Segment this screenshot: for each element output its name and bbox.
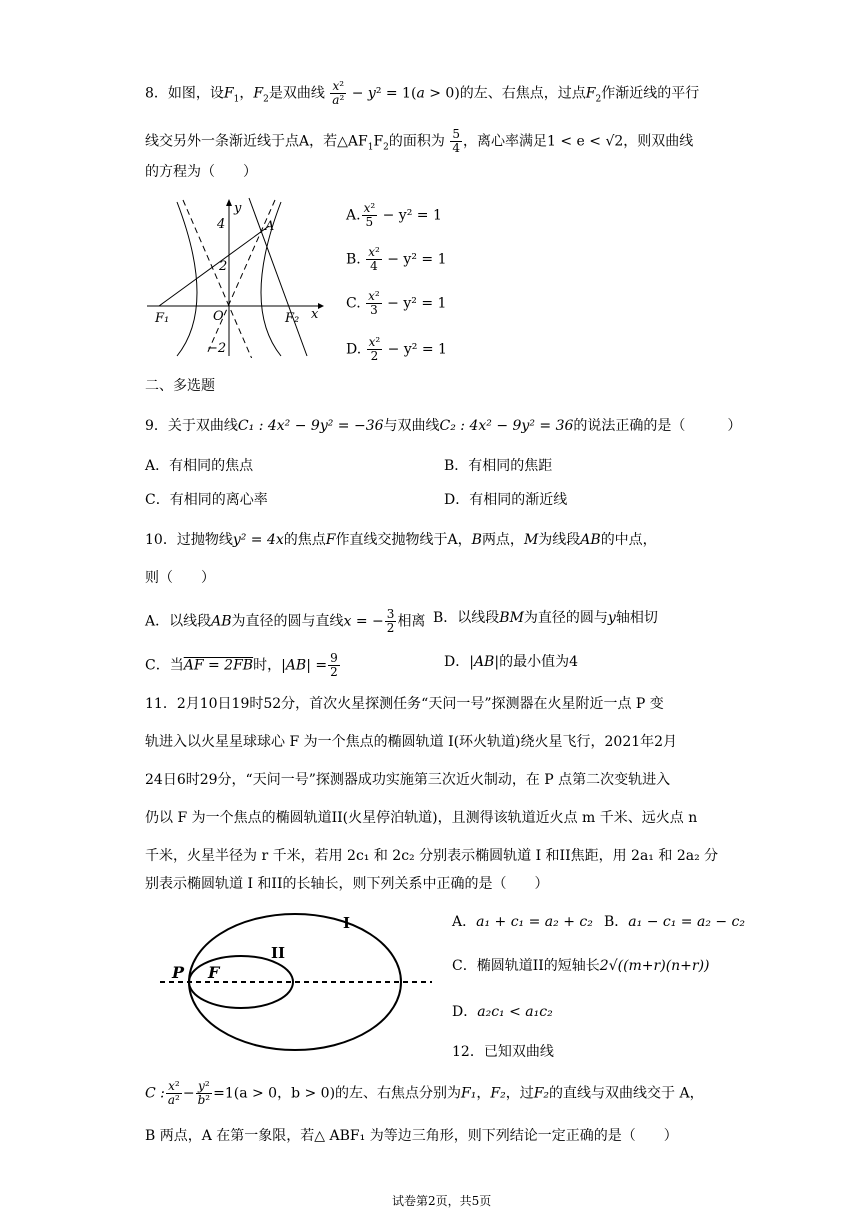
q10-option-d: D．|AB|的最小值为4: [444, 654, 578, 670]
q8-text: ，离心率满足: [462, 133, 547, 150]
hyperbola-graph: [143, 196, 325, 358]
f1-sub: 1: [233, 94, 240, 105]
q10-option-a: A．以线段AB为直径的圆与直线x = − $\frac{3}{2}$ 相离: [145, 607, 426, 635]
tick-2: 2: [219, 259, 228, 274]
q8-text: 的面积为: [388, 133, 445, 150]
q8-text: 线交另外一条渐近线于点A，若△AF: [145, 133, 368, 150]
q11-line4: 仍以 F 为一个焦点的椭圆轨道II(火星停泊轨道)，且测得该轨道近火点 m 千米、远火点 n: [145, 810, 698, 826]
y-label: y: [234, 201, 242, 216]
q10-line1: 10．过抛物线y² = 4x的焦点F作直线交抛物线于A，B两点，M为线段AB的中点，: [145, 532, 657, 548]
x-label: x: [311, 307, 319, 322]
label-ii: II: [271, 944, 286, 962]
hyperbola-fraction: $\frac{\text{x²}}{\text{a²}}$: [332, 79, 345, 107]
f2-label: F₂: [285, 311, 300, 326]
y-arrow-icon: [226, 199, 232, 206]
q8-line2: 线交另外一条渐近线于点A，若$\triangle AF_1F_2$的面积为 $\frac{5}{4}$ ，离心率满足1 < e < √2，则双曲线: [145, 127, 694, 155]
q12-line3: B 两点，A 在第一象限，若△ ABF₁ 为等边三角形，则下列结论一定正确的是（ ）: [145, 1128, 678, 1144]
label-p: P: [172, 963, 185, 982]
q8-option-b: B. $\frac{\text{x²}}{4}$ − y² = 1: [346, 245, 447, 273]
q8-text: 8．如图，设: [145, 85, 224, 102]
left-branch: [177, 202, 197, 356]
q11-line5: 千米，火星半径为 r 千米，若用 2c₁ 和 2c₂ 分别表示椭圆轨道 I 和II焦距，用 2a₁ 和 2a₂ 分: [145, 848, 719, 864]
q11-option-d: D．a₂c₁ < a₁c₂: [452, 1004, 553, 1020]
q10-option-b: B．以线段BM为直径的圆与y轴相切: [433, 610, 658, 626]
q9-option-b: B．有相同的焦距: [444, 458, 553, 474]
parallel-line: [249, 198, 307, 356]
q8-option-d: D. $\frac{\text{x²}}{2}$ − y² = 1: [346, 335, 447, 363]
tick-minus-2: −2: [207, 341, 227, 356]
q8-line1: 8．如图，设$F_1$，$F_2$是双曲线 $\frac{\text{x²}}{\text{a²}}$ − y² = 1(a > 0)的左、右焦点，过点$F_2$作渐近线的平行: [145, 79, 700, 107]
q8-text: F: [373, 133, 384, 150]
q10-option-c: C．当AF = 2FB时，|AB| = $\frac{9}{2}$: [145, 651, 338, 679]
q11-option-a: A．a₁ + c₁ = a₂ + c₂: [452, 914, 593, 930]
f2-sub: 2: [263, 94, 269, 105]
q8-option-a: A. $\frac{\text{x²}}{5}$ − y² = 1: [346, 201, 442, 229]
hyperbola-rest: − y² = 1(a > 0): [347, 85, 460, 102]
q10-line2: 则（ ）: [145, 570, 215, 586]
page-footer: 试卷第2页，共5页: [392, 1194, 492, 1208]
q8-text: ，则双曲线: [623, 133, 694, 150]
q11-option-c: C．椭圆轨道II的短轴长2√((m+r)(n+r)): [452, 958, 710, 974]
x-arrow-icon: [318, 303, 324, 309]
orbit-figure: [150, 910, 438, 1060]
q8-text: 的左、右焦点，过点: [459, 85, 586, 102]
f1-label: F₁: [155, 311, 170, 326]
q11-line6: 别表示椭圆轨道 I 和II的长轴长，则下列关系中正确的是（ ）: [145, 876, 549, 892]
label-f: F: [208, 963, 220, 982]
q8-line3: 的方程为（ ）: [145, 164, 257, 180]
origin-label: O: [213, 309, 224, 324]
eccentricity-range: 1 < e < √2: [546, 133, 624, 150]
section-title: 二、多选题: [145, 378, 215, 394]
q12-line1: 12．已知双曲线: [452, 1044, 554, 1060]
q9-option-a: A．有相同的焦点: [145, 458, 254, 474]
point-a-label: A: [265, 219, 275, 234]
label-i: I: [343, 914, 351, 932]
f2-var: F: [253, 85, 264, 102]
tick-4: 4: [217, 217, 226, 232]
q11-option-b: B．a₁ − c₁ = a₂ − c₂: [604, 914, 746, 930]
q9-stem: 9．关于双曲线C₁ : 4x² − 9y² = −36与双曲线C₂ : 4x² − 9y² = 36的说法正确的是（ ）: [145, 418, 742, 434]
f1-var: F: [223, 85, 234, 102]
q11-line2: 轨进入以火星星球球心 F 为一个焦点的椭圆轨道 I(环火轨道)绕火星飞行，2021年2月: [145, 734, 678, 750]
q9-option-d: D．有相同的渐近线: [444, 492, 568, 508]
f1-a-line: [159, 226, 269, 306]
q11-line3: 24日6时29分，“天问一号”探测器成功实施第三次近火制动，在 P 点第二次变轨进入: [145, 772, 671, 788]
q9-option-c: C．有相同的离心率: [145, 492, 268, 508]
q8-text: 是双曲线: [268, 85, 325, 102]
area-fraction: $\frac{5}{4}$: [452, 127, 460, 155]
sep: ，: [239, 85, 254, 102]
q12-line2: C : $\frac{\text{x²}}{\text{a²}}$ − $\frac{\text{y²}}{\text{b²}}$ =1(a > 0，b > 0)的左、右焦点分别为F₁，F₂，过F₂的直线与双曲线交于 A，: [145, 1079, 704, 1107]
q11-line1: 11．2月10日19时52分，首次火星探测任务“天问一号”探测器在火星附近一点 P 变: [145, 696, 664, 712]
q8-text: 作渐近线的平行: [601, 85, 700, 102]
q8-option-c: C. $\frac{\text{x²}}{3}$ − y² = 1: [346, 289, 447, 317]
